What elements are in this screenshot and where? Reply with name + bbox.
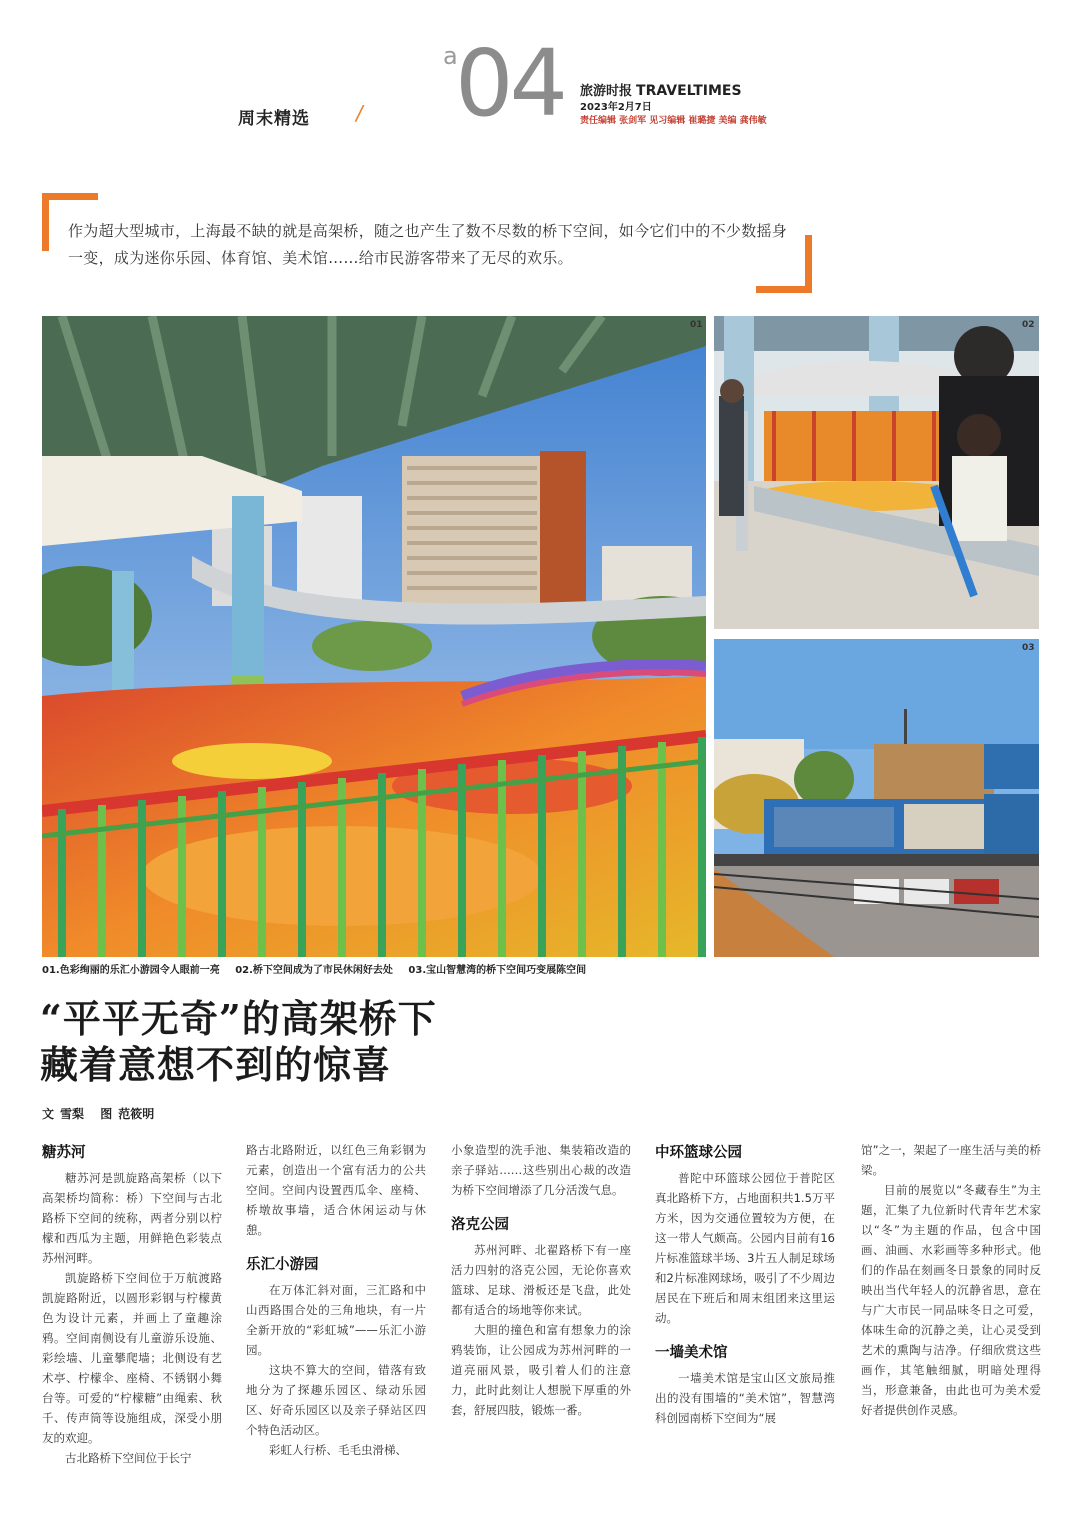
paragraph: 小象造型的洗手池、集装箱改造的亲子驿站……这些别出心裁的改造为桥下空间增添了几分活泼气息。: [451, 1143, 631, 1197]
page-number: 04: [455, 30, 565, 137]
photo-lehui-park-illustration: [42, 316, 706, 957]
paragraph: 普陀中环篮球公园位于普陀区真北路桥下方，占地面积共1.5万平方米，因为交通位置较为方便，在这一带人气颇高。公园内目前有16片标准篮球半场、3片五人制足球场和2片标准网球场，吸引了不少周边居民在下班后和周末组团来这里运动。: [655, 1171, 835, 1325]
subhead-zhonghuan-basketball: 中环篮球公园: [655, 1144, 742, 1161]
caption-02: 02.桥下空间成为了市民休闲好去处: [235, 965, 393, 976]
caption-03: 03.宝山智慧湾的桥下空间巧变展陈空间: [408, 965, 587, 976]
paper-editors: 责任编辑 张剑军 见习编辑 崔璐捷 美编 龚伟敏: [580, 116, 767, 126]
paragraph: 一墙美术馆是宝山区文旅局推出的没有围墙的“美术馆”，智慧湾科创园南桥下空间为“展: [655, 1371, 835, 1425]
photo-bridge-playground-illustration: [714, 316, 1039, 629]
paragraph: 路古北路附近，以红色三角彩钢为元素，创造出一个富有活力的公共空间。空间内设置西瓜伞、座椅、桥墩故事墙，适合休闲运动与休憩。: [246, 1143, 426, 1237]
paper-name-en: TRAVELTIMES: [636, 83, 742, 99]
article-column-3: [451, 1140, 631, 1420]
paragraph: 这块不算大的空间，错落有致地分为了探趣乐园区、绿动乐园区、好奇乐园区以及亲子驿站区四个特色活动区。: [246, 1363, 426, 1437]
photo-lehui-park: [42, 316, 706, 957]
caption-01: 01.色彩绚丽的乐汇小游园令人眼前一亮: [42, 965, 220, 976]
article-column-1: [42, 1140, 222, 1468]
paragraph: 彩虹人行桥、毛毛虫滑梯、: [269, 1443, 407, 1457]
photo-number-02: 02: [1022, 320, 1035, 330]
paragraph: 目前的展览以“冬藏春生”为主题，汇集了九位新时代青年艺术家以“冬”为主题的作品，包含中国画、油画、水彩画等多种形式。他们的作品在刻画冬日景象的同时反映出当代年轻人的沉静省思，意在与广大市民一同品味冬日之可爱，体味生命的沉静之美，让心灵受到艺术的熏陶与洁净。仔细欣赏这些画作，其笔触细腻，明暗处理得当，形意兼备，由此也可为美术爱好者提供创作灵感。: [861, 1183, 1041, 1417]
article-column-4: [655, 1140, 835, 1428]
page-letter: a: [443, 42, 458, 70]
paragraph: 馆”之一，架起了一座生活与美的桥梁。: [861, 1143, 1041, 1177]
photo-captions: [42, 961, 598, 976]
subhead-rock-park: 洛克公园: [451, 1216, 509, 1233]
photo-container-gallery: [714, 639, 1039, 957]
headline-line-2: 藏着意想不到的惊喜: [40, 1042, 392, 1087]
paragraph: 大胆的撞色和富有想象力的涂鸦装饰，让公园成为苏州河畔的一道亮丽风景，吸引着人们的注意力，此时此刻让人想脱下厚重的外套，舒展四肢，锻炼一番。: [451, 1323, 631, 1417]
byline-text-label: 文: [42, 1107, 55, 1121]
byline-author: 雪梨: [60, 1107, 85, 1121]
photo-number-03: 03: [1022, 643, 1035, 653]
section-slash: /: [356, 101, 363, 125]
paper-name-cn: 旅游时报: [580, 84, 633, 99]
paragraph: 糖苏河是凯旋路高架桥（以下高架桥均简称：桥）下空间与古北路桥下空间的统称，两者分别以柠檬和西瓜为主题，用鲜艳色彩装点苏州河畔。: [42, 1171, 222, 1265]
byline: [42, 1105, 160, 1122]
photo-number-01: 01: [690, 320, 703, 330]
paragraph: 在万体汇斜对面，三汇路和中山西路围合处的三角地块，有一片全新开放的“彩虹城”——乐汇小游园。: [246, 1283, 426, 1357]
subhead-wall-gallery: 一墙美术馆: [655, 1344, 728, 1361]
paragraph: 苏州河畔、北翟路桥下有一座活力四射的洛克公园，无论你喜欢篮球、足球、滑板还是飞盘，此处都有适合的场地等你来试。: [451, 1243, 631, 1317]
paragraph: 凯旋路桥下空间位于万航渡路凯旋路附近，以圆形彩钢与柠檬黄色为设计元素，并画上了童趣涂鸦。空间南侧设有儿童游乐设施、彩绘墙、儿童攀爬墙；北侧设有艺术亭、柠檬伞、座椅、不锈钢小舞台等。可爱的“柠檬糖”由绳索、秋千、传声筒等设施组成，深受小朋友的欢迎。: [42, 1271, 222, 1445]
subhead-tangsuhe: 糖苏河: [42, 1144, 86, 1161]
photo-bridge-playground: [714, 316, 1039, 629]
subhead-lehui-park: 乐汇小游园: [246, 1256, 319, 1273]
section-tag: 周末精选: [238, 109, 310, 129]
byline-photo-label: 图: [100, 1107, 113, 1121]
intro-text: 作为超大型城市，上海最不缺的就是高架桥，随之也产生了数不尽数的桥下空间，如今它们中的不少数摇身一变，成为迷你乐园、体育馆、美术馆……给市民游客带来了无尽的欢乐。: [68, 222, 788, 267]
byline-photographer: 范筱明: [118, 1107, 155, 1121]
headline-line-1: “平平无奇”的高架桥下: [40, 996, 437, 1041]
paper-date: 2023年2月7日: [580, 102, 652, 113]
paragraph: 古北路桥下空间位于长宁: [65, 1451, 192, 1465]
article-column-5: [861, 1140, 1041, 1420]
paper-name: [580, 80, 742, 99]
headline: [40, 996, 437, 1088]
photo-container-gallery-illustration: [714, 639, 1039, 957]
article-column-2: [246, 1140, 426, 1460]
